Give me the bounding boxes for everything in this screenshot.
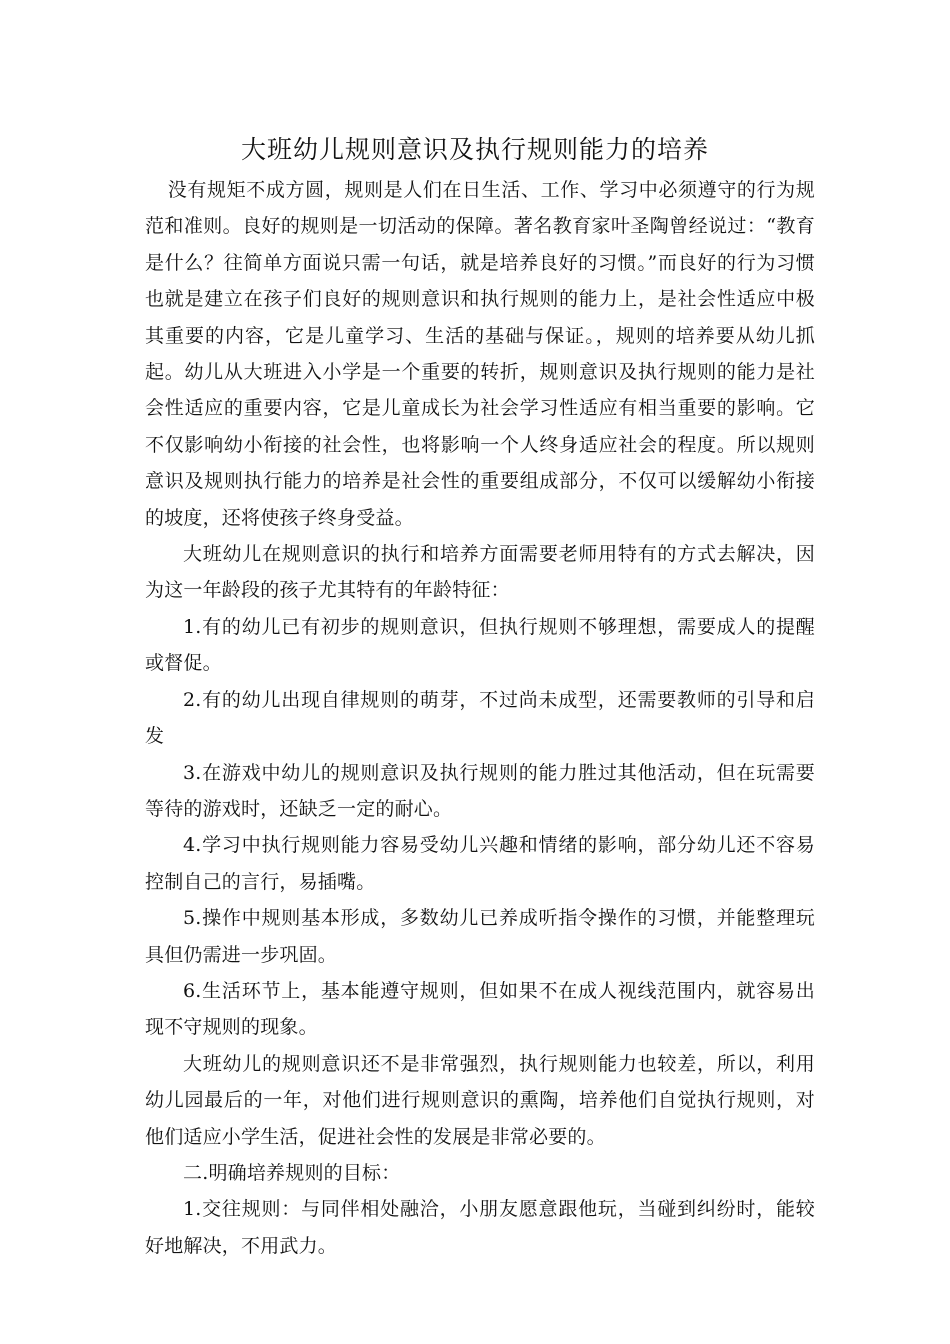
paragraph-intro: 没有规矩不成方圆，规则是人们在日生活、工作、学习中必须遵守的行为规范和准则。良好的规则是一切活动的保障。著名教育家叶圣陶曾经说过：“教育是什么？往简单方面说只需一句话，就是培养良好的习惯。”而良好的行为习惯也就是建立在孩子们良好的规则意识和执行规则的能力上，是社会性适应中极其重要的内容，它是儿童学习、生活的基础与保证。，规则的培养要从幼儿抓起。幼儿从大班进入小学是一个重要的转折，规则意识及执行规则的能力是社会性适应的重要内容，它是儿童成长为社会学习性适应有相当重要的影响。它不仅影响幼小衔接的社会性，也将影响一个人终身适应社会的程度。所以规则意识及规则执行能力的培养是社会性的重要组成部分，不仅可以缓解幼小衔接的坡度，还将使孩子终身受益。: [145, 179, 815, 529]
paragraph-characteristics-intro: 大班幼儿在规则意识的执行和培养方面需要老师用特有的方式去解决，因为这一年龄段的孩子尤其特有的年龄特征：: [145, 543, 815, 602]
document-body: [145, 172, 815, 1264]
document-title: 大班幼儿规则意识及执行规则能力的培养: [240, 135, 709, 164]
paragraph-goal-1: 1.交往规则：与同伴相处融洽，小朋友愿意跟他玩，当碰到纠纷时，能较好地解决，不用武力。: [145, 1198, 815, 1257]
paragraph-summary: 大班幼儿的规则意识还不是非常强烈，执行规则能力也较差，所以，利用幼儿园最后的一年，对他们进行规则意识的熏陶，培养他们自觉执行规则，对他们适应小学生活，促进社会性的发展是非常必要的。: [145, 1052, 815, 1148]
paragraph-item-6: 6.生活环节上，基本能遵守规则，但如果不在成人视线范围内，就容易出现不守规则的现象。: [145, 979, 815, 1039]
paragraph-item-4: 4.学习中执行规则能力容易受幼儿兴趣和情绪的影响，部分幼儿还不容易控制自己的言行，易插嘴。: [145, 834, 815, 893]
paragraph-item-1: 1.有的幼儿已有初步的规则意识，但执行规则不够理想，需要成人的提醒或督促。: [145, 615, 815, 675]
paragraph-item-3: 3.在游戏中幼儿的规则意识及执行规则的能力胜过其他活动，但在玩需要等待的游戏时，还缺乏一定的耐心。: [145, 761, 815, 820]
section-heading-goals: 二.明确培养规则的目标：: [183, 1161, 401, 1184]
paragraph-item-5: 5.操作中规则基本形成，多数幼儿已养成听指令操作的习惯，并能整理玩具但仍需进一步巩固。: [145, 907, 815, 966]
paragraph-item-2: 2.有的幼儿出现自律规则的萌芽，不过尚未成型，还需要教师的引导和启发: [145, 688, 815, 748]
